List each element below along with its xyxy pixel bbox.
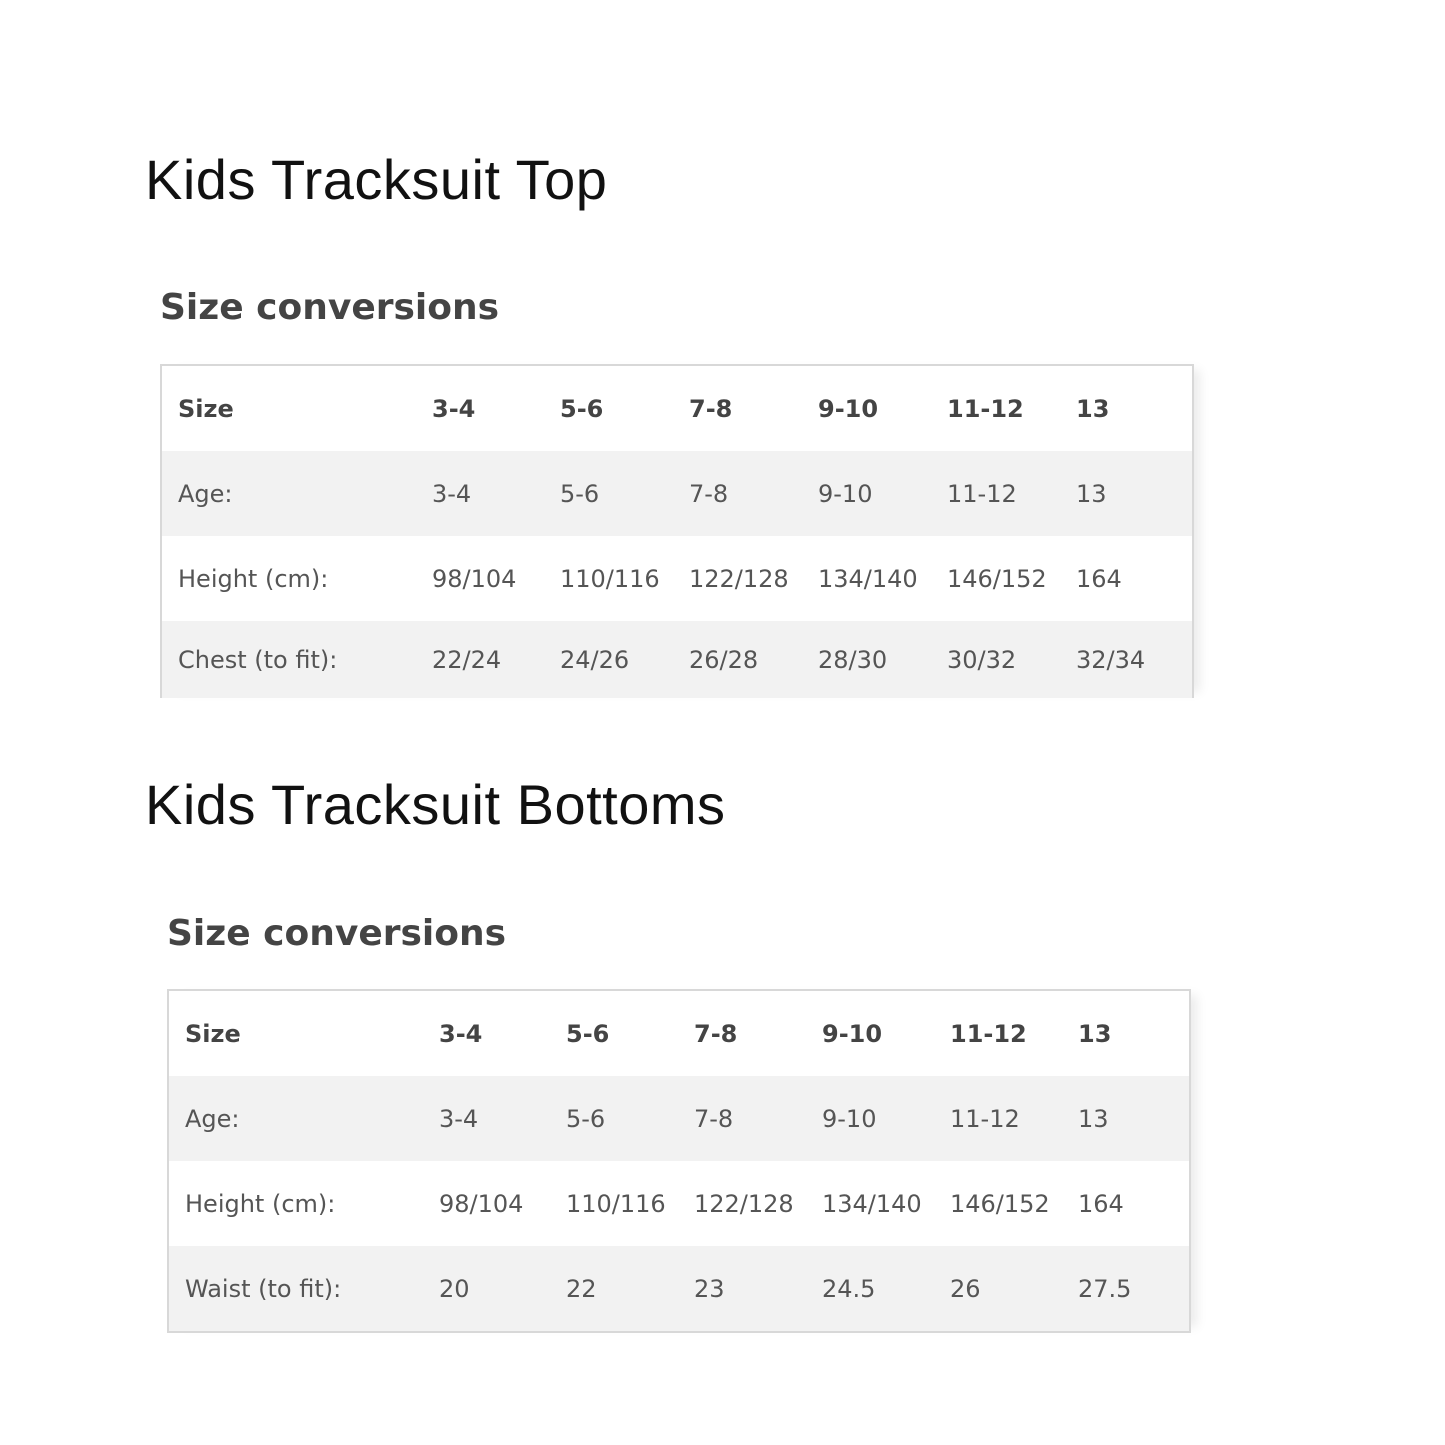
table-cell: 134/140 (818, 564, 918, 593)
table-cell: 32/34 (1076, 621, 1192, 698)
header-cell: 7-8 (689, 394, 733, 423)
table-cell: 9-10 (822, 1076, 950, 1161)
header-cell: 9-10 (822, 1019, 883, 1048)
section-title-bottoms: Kids Tracksuit Bottoms (145, 773, 726, 836)
table-cell: 22/24 (432, 621, 560, 698)
row-label: Height (cm): (185, 1189, 336, 1218)
table-row-height (169, 1161, 1189, 1246)
table-row-waist (169, 1246, 1189, 1331)
table-cell: 110/116 (566, 1189, 666, 1218)
header-cell: 11-12 (947, 394, 1024, 423)
table-cell: 122/128 (694, 1189, 794, 1218)
table-cell: 22 (566, 1246, 694, 1331)
header-cell: 13 (1078, 1019, 1112, 1048)
table-cell: 24/26 (560, 621, 689, 698)
table-cell: 7-8 (694, 1076, 822, 1161)
table-cell: 134/140 (822, 1189, 922, 1218)
table-cell: 110/116 (560, 564, 660, 593)
table-cell: 5-6 (566, 1076, 694, 1161)
table-cell: 26 (950, 1246, 1078, 1331)
table-cell: 11-12 (950, 1076, 1078, 1161)
table-cell: 3-4 (439, 1076, 566, 1161)
size-conversions-heading-bottoms: Size conversions (167, 913, 507, 954)
table-cell: 26/28 (689, 621, 818, 698)
header-cell: Size (178, 394, 234, 423)
table-cell: 9-10 (818, 451, 947, 536)
row-label: Age: (162, 451, 432, 536)
table-cell: 27.5 (1078, 1246, 1189, 1331)
header-cell: 9-10 (818, 394, 879, 423)
header-cell: 5-6 (560, 394, 604, 423)
table-cell: 164 (1076, 564, 1122, 593)
table-row-height (162, 536, 1192, 621)
header-cell: 13 (1076, 394, 1110, 423)
table-cell: 7-8 (689, 451, 818, 536)
header-cell: 11-12 (950, 1019, 1027, 1048)
size-conversions-heading-top: Size conversions (160, 287, 500, 328)
table-header-row (169, 991, 1189, 1076)
table-cell: 98/104 (439, 1189, 524, 1218)
table-cell: 3-4 (432, 451, 560, 536)
table-cell: 23 (694, 1246, 822, 1331)
header-cell: 3-4 (432, 394, 476, 423)
table-cell: 20 (439, 1246, 566, 1331)
header-cell: 7-8 (694, 1019, 738, 1048)
header-cell: Size (185, 1019, 241, 1048)
table-row-chest (162, 621, 1192, 698)
table-cell: 122/128 (689, 564, 789, 593)
table-cell: 13 (1078, 1076, 1189, 1161)
table-cell: 146/152 (950, 1189, 1050, 1218)
table-cell: 28/30 (818, 621, 947, 698)
table-cell: 13 (1076, 451, 1192, 536)
table-header-row (162, 366, 1192, 451)
table-cell: 164 (1078, 1189, 1124, 1218)
table-cell: 5-6 (560, 451, 689, 536)
table-cell: 146/152 (947, 564, 1047, 593)
row-label: Waist (to fit): (169, 1246, 439, 1331)
row-label: Age: (169, 1076, 439, 1161)
table-row-age (169, 1076, 1189, 1161)
header-cell: 5-6 (566, 1019, 610, 1048)
row-label: Chest (to fit): (162, 621, 432, 698)
header-cell: 3-4 (439, 1019, 483, 1048)
table-cell: 30/32 (947, 621, 1076, 698)
table-cell: 98/104 (432, 564, 517, 593)
table-cell: 11-12 (947, 451, 1076, 536)
table-row-age (162, 451, 1192, 536)
section-title-top: Kids Tracksuit Top (145, 148, 608, 211)
size-table-top (160, 364, 1194, 698)
size-table-bottoms (167, 989, 1191, 1333)
row-label: Height (cm): (178, 564, 329, 593)
table-cell: 24.5 (822, 1246, 950, 1331)
